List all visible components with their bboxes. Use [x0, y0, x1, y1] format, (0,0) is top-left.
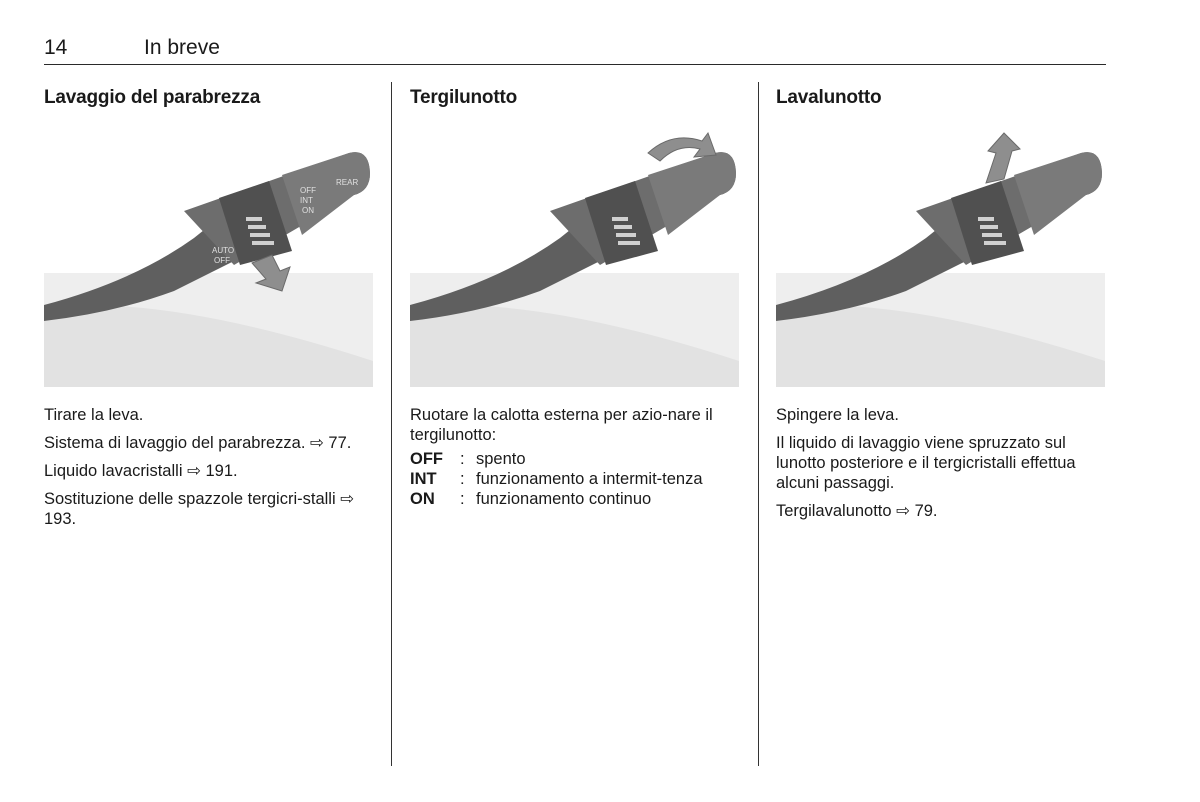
state-row: [410, 449, 740, 469]
state-description: spento: [476, 450, 526, 468]
state-description: funzionamento continuo: [476, 490, 652, 508]
state-key: ON: [410, 490, 435, 508]
svg-text:OFF: OFF: [300, 186, 316, 195]
svg-text:OFF: OFF: [214, 256, 230, 265]
state-separator: :: [460, 490, 465, 508]
rear-wash-stalk-illustration: [776, 123, 1105, 387]
column-rear-wash: [776, 82, 1106, 529]
paragraph: Il liquido di lavaggio viene spruzzato sul lunotto posteriore e il tergicristalli effettua alcuni passaggi.: [776, 434, 1076, 492]
column-divider: [758, 82, 759, 766]
state-key: INT: [410, 470, 437, 488]
paragraph: Sostituzione delle spazzole tergicri-stalli ⇨ 193.: [44, 490, 355, 528]
svg-text:AUTO: AUTO: [212, 246, 235, 255]
state-row: [410, 489, 740, 509]
rear-wiper-stalk-illustration: [410, 123, 739, 387]
paragraph: Sistema di lavaggio del parabrezza. ⇨ 77.: [44, 434, 352, 452]
state-separator: :: [460, 450, 465, 468]
column-heading: Lavalunotto: [776, 87, 882, 108]
state-description: funzionamento a intermit-tenza: [476, 470, 703, 488]
paragraph: Liquido lavacristalli ⇨ 191.: [44, 462, 238, 480]
svg-text:ON: ON: [302, 206, 314, 215]
state-key: OFF: [410, 450, 443, 468]
state-row: [410, 469, 740, 489]
column-divider: [391, 82, 392, 766]
wiper-stalk-illustration: [44, 123, 373, 387]
svg-text:REAR: REAR: [336, 178, 359, 187]
page-header: [44, 36, 1106, 65]
intro-text: Ruotare la calotta esterna per azio-nare il tergilunotto:: [410, 406, 713, 444]
column-windscreen-wash: [44, 82, 374, 537]
svg-text:INT: INT: [300, 196, 313, 205]
page-number: 14: [44, 36, 68, 59]
section-title: In breve: [144, 36, 220, 59]
column-rear-wiper: [410, 82, 740, 509]
paragraph: Spingere la leva.: [776, 406, 899, 424]
paragraph: Tirare la leva.: [44, 406, 144, 424]
paragraph: Tergilavalunotto ⇨ 79.: [776, 502, 938, 520]
state-separator: :: [460, 470, 465, 488]
column-heading: Tergilunotto: [410, 87, 517, 108]
column-heading: Lavaggio del parabrezza: [44, 87, 261, 108]
state-list: [410, 449, 740, 509]
